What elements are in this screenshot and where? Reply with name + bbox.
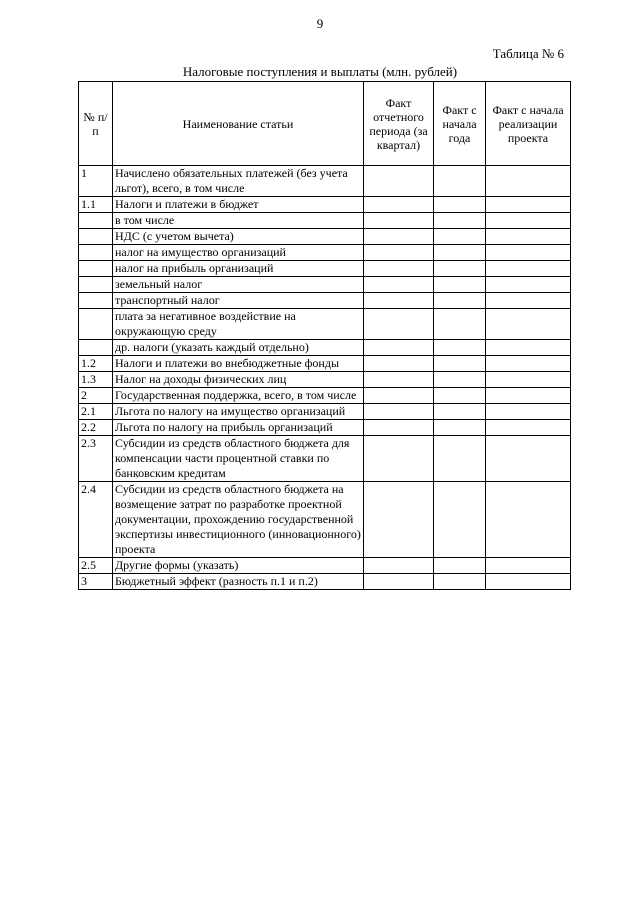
num-cell [79, 309, 113, 340]
fact-project-cell [486, 277, 571, 293]
num-cell [79, 245, 113, 261]
table-row [79, 197, 571, 213]
name-cell: транспортный налог [113, 293, 364, 309]
table-row [79, 574, 571, 590]
fact-project-cell [486, 372, 571, 388]
fact-period-cell [364, 245, 434, 261]
fact-period-cell [364, 309, 434, 340]
table-title: Налоговые поступления и выплаты (млн. рублей) [182, 64, 458, 79]
num-cell [79, 229, 113, 245]
name-cell: Государственная поддержка, всего, в том числе [113, 388, 364, 404]
table-row [79, 213, 571, 229]
name-cell: Начислено обязательных платежей (без учета льгот), всего, в том числе [113, 166, 364, 197]
fact-year-cell [434, 420, 486, 436]
table-label: Таблица № 6 [492, 46, 564, 61]
fact-year-cell [434, 574, 486, 590]
table-row [79, 261, 571, 277]
table-row [79, 558, 571, 574]
header-fact-year: Факт с начала года [434, 82, 486, 166]
fact-period-cell [364, 388, 434, 404]
fact-period-cell [364, 277, 434, 293]
fact-project-cell [486, 261, 571, 277]
fact-project-cell [486, 436, 571, 482]
name-cell: налог на прибыль организаций [113, 261, 364, 277]
name-cell: налог на имущество организаций [113, 245, 364, 261]
num-cell [79, 293, 113, 309]
name-cell: Налоги и платежи в бюджет [113, 197, 364, 213]
fact-year-cell [434, 356, 486, 372]
fact-project-cell [486, 482, 571, 558]
fact-period-cell [364, 166, 434, 197]
fact-project-cell [486, 574, 571, 590]
fact-year-cell [434, 229, 486, 245]
fact-project-cell [486, 356, 571, 372]
fact-project-cell [486, 309, 571, 340]
num-cell: 1.3 [79, 372, 113, 388]
fact-project-cell [486, 558, 571, 574]
fact-project-cell [486, 197, 571, 213]
page-number: 9 [316, 16, 324, 31]
fact-period-cell [364, 229, 434, 245]
num-cell: 2.5 [79, 558, 113, 574]
fact-period-cell [364, 261, 434, 277]
fact-period-cell [364, 436, 434, 482]
fact-project-cell [486, 166, 571, 197]
name-cell: Налог на доходы физических лиц [113, 372, 364, 388]
num-cell: 2.2 [79, 420, 113, 436]
fact-year-cell [434, 213, 486, 229]
name-cell: в том числе [113, 213, 364, 229]
fact-period-cell [364, 372, 434, 388]
num-cell [79, 213, 113, 229]
num-cell: 1.1 [79, 197, 113, 213]
fact-year-cell [434, 293, 486, 309]
name-cell: Субсидии из средств областного бюджета на возмещение затрат по разработке проектной документации, прохождению государственной экспертизы инвестиционного (инновационного) проекта [113, 482, 364, 558]
table-header-row [79, 82, 571, 166]
num-cell: 3 [79, 574, 113, 590]
name-cell: Другие формы (указать) [113, 558, 364, 574]
name-cell: др. налоги (указать каждый отдельно) [113, 340, 364, 356]
table-row [79, 245, 571, 261]
tax-table [78, 81, 571, 590]
table-row [79, 340, 571, 356]
fact-project-cell [486, 420, 571, 436]
name-cell: Налоги и платежи во внебюджетные фонды [113, 356, 364, 372]
num-cell [79, 261, 113, 277]
name-cell: Льгота по налогу на прибыль организаций [113, 420, 364, 436]
fact-year-cell [434, 436, 486, 482]
table-row [79, 404, 571, 420]
fact-year-cell [434, 482, 486, 558]
name-cell: плата за негативное воздействие на окружающую среду [113, 309, 364, 340]
fact-period-cell [364, 482, 434, 558]
table-row [79, 309, 571, 340]
header-num: № п/п [79, 82, 113, 166]
fact-project-cell [486, 229, 571, 245]
num-cell: 2.3 [79, 436, 113, 482]
num-cell: 2.4 [79, 482, 113, 558]
num-cell: 1 [79, 166, 113, 197]
fact-project-cell [486, 213, 571, 229]
fact-year-cell [434, 309, 486, 340]
table-row [79, 388, 571, 404]
header-fact-period: Факт отчетного периода (за квартал) [364, 82, 434, 166]
fact-period-cell [364, 404, 434, 420]
table-row [79, 166, 571, 197]
fact-year-cell [434, 404, 486, 420]
fact-period-cell [364, 340, 434, 356]
table-row [79, 420, 571, 436]
fact-project-cell [486, 245, 571, 261]
header-name: Наименование статьи [113, 82, 364, 166]
fact-year-cell [434, 166, 486, 197]
fact-year-cell [434, 277, 486, 293]
num-cell [79, 277, 113, 293]
fact-period-cell [364, 558, 434, 574]
num-cell: 2.1 [79, 404, 113, 420]
fact-year-cell [434, 558, 486, 574]
table-row [79, 293, 571, 309]
fact-period-cell [364, 356, 434, 372]
name-cell: Бюджетный эффект (разность п.1 и п.2) [113, 574, 364, 590]
table-row [79, 277, 571, 293]
table-row [79, 229, 571, 245]
fact-period-cell [364, 213, 434, 229]
fact-project-cell [486, 293, 571, 309]
fact-period-cell [364, 574, 434, 590]
table-row [79, 482, 571, 558]
name-cell: земельный налог [113, 277, 364, 293]
fact-period-cell [364, 420, 434, 436]
name-cell: НДС (с учетом вычета) [113, 229, 364, 245]
num-cell: 1.2 [79, 356, 113, 372]
table-row [79, 436, 571, 482]
fact-period-cell [364, 197, 434, 213]
table-row [79, 356, 571, 372]
fact-year-cell [434, 372, 486, 388]
fact-project-cell [486, 340, 571, 356]
num-cell [79, 340, 113, 356]
name-cell: Субсидии из средств областного бюджета для компенсации части процентной ставки по банковским кредитам [113, 436, 364, 482]
fact-year-cell [434, 261, 486, 277]
fact-project-cell [486, 404, 571, 420]
name-cell: Льгота по налогу на имущество организаций [113, 404, 364, 420]
fact-period-cell [364, 293, 434, 309]
fact-year-cell [434, 388, 486, 404]
table-row [79, 372, 571, 388]
fact-project-cell [486, 388, 571, 404]
num-cell: 2 [79, 388, 113, 404]
fact-year-cell [434, 197, 486, 213]
table-body [79, 166, 571, 590]
fact-year-cell [434, 245, 486, 261]
fact-year-cell [434, 340, 486, 356]
header-fact-project: Факт с начала реализации проекта [486, 82, 571, 166]
